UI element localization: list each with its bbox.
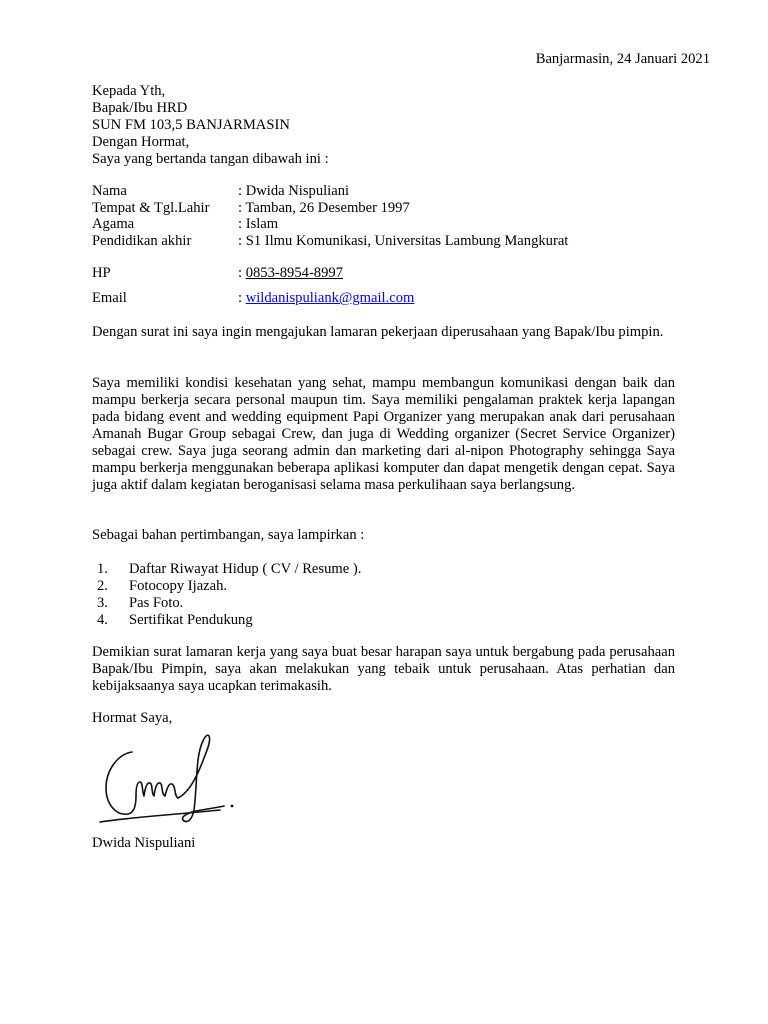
detail-value: : Dwida Nispuliani: [238, 183, 350, 199]
intro-line: Saya yang bertanda tangan dibawah ini :: [92, 151, 329, 167]
email-link[interactable]: wildanispuliank@gmail.com: [245, 290, 415, 306]
applicant-details: [92, 183, 675, 249]
detail-value: : Islam: [238, 216, 279, 232]
paragraph-closing: Demikian surat lamaran kerja yang saya buat besar harapan saya untuk bergabung pada perusahaan Bapak/Ibu Pimpin, saya akan melakukan yang tebaik untuk perusahaan. Atas perhatian dan kebijaksaanya saya ucapkan terimakasih.: [92, 644, 675, 694]
list-number: 4.: [97, 612, 108, 628]
attachments-list: [97, 561, 361, 629]
list-text: Sertifikat Pendukung: [129, 612, 253, 628]
list-item: [97, 578, 361, 595]
detail-label: Pendidikan akhir: [92, 232, 192, 249]
list-number: 1.: [97, 561, 108, 577]
recipient-title: Bapak/Ibu HRD: [92, 100, 188, 116]
recipient-block: [92, 83, 675, 168]
detail-label: Nama: [92, 183, 127, 199]
closing-salutation: Hormat Saya,: [92, 710, 173, 726]
detail-label: Tempat & Tgl.Lahir: [92, 199, 210, 216]
recipient-salutation: Kepada Yth,: [92, 83, 166, 99]
detail-label: Agama: [92, 216, 135, 232]
detail-row-birth: [92, 200, 675, 217]
paragraph-attachments-intro: Sebagai bahan pertimbangan, saya lampirkan :: [92, 527, 365, 543]
list-number: 3.: [97, 595, 108, 611]
greeting: Dengan Hormat,: [92, 134, 190, 150]
list-text: Pas Foto.: [129, 595, 184, 611]
contact-email: [92, 290, 675, 307]
detail-row-religion: [92, 216, 675, 233]
phone-number[interactable]: 0853-8954-8997: [245, 265, 343, 281]
letter-date: Banjarmasin, 24 Januari 2021: [535, 51, 710, 67]
list-text: Fotocopy Ijazah.: [129, 578, 228, 594]
list-item: [97, 595, 361, 612]
signatory-name: Dwida Nispuliani: [92, 835, 196, 851]
handwritten-signature: [92, 730, 240, 830]
list-item: [97, 561, 361, 578]
detail-row-name: [92, 183, 675, 200]
phone-colon: :: [238, 265, 246, 281]
email-colon: :: [238, 290, 246, 306]
phone-row: [92, 265, 675, 282]
paragraph-purpose: Dengan surat ini saya ingin mengajukan lamaran pekerjaan diperusahaan yang Bapak/Ibu pimpin.: [92, 324, 664, 340]
email-label: Email: [92, 290, 127, 306]
detail-value: : S1 Ilmu Komunikasi, Universitas Lambung Mangkurat: [238, 232, 569, 249]
contact-phone: [92, 265, 675, 282]
list-number: 2.: [97, 578, 108, 594]
list-text: Daftar Riwayat Hidup ( CV / Resume ).: [129, 561, 362, 577]
detail-row-education: [92, 233, 675, 250]
list-item: [97, 612, 361, 629]
detail-value: : Tamban, 26 Desember 1997: [238, 199, 410, 216]
phone-label: HP: [92, 265, 111, 281]
recipient-company: SUN FM 103,5 BANJARMASIN: [92, 117, 290, 133]
email-row: [92, 290, 675, 307]
paragraph-qualifications: Saya memiliki kondisi kesehatan yang sehat, mampu membangun komunikasi dengan baik dan mampu berkerja secara personal maupun tim. Saya memiliki pengalaman praktek kerja lapangan pada bidang event and wedding equipment Papi Organizer yang merupakan anak dari perusahaan Amanah Bugar Group sebagai Crew, dan juga di Wedding organizer (Secret Service Organizer) sebagai crew. Saya juga seorang admin dan marketing dari al-nipon Photography sehingga Saya mampu berkerja menggunakan beberapa aplikasi komputer dan dapat mengetik dengan cepat. Saya juga aktif dalam kegiatan beroganisasi selama masa perkulihaan saya berlangsung.: [92, 375, 675, 493]
